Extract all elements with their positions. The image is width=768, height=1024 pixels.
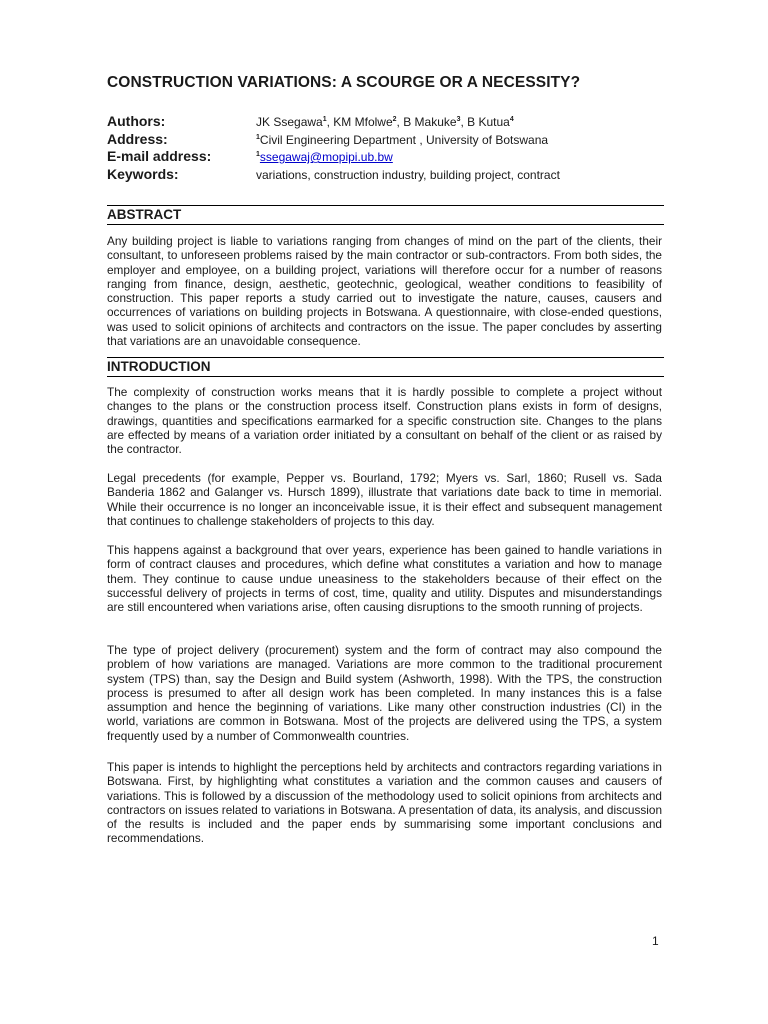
authors-label: Authors:	[107, 113, 166, 129]
paper-metadata	[107, 113, 667, 183]
intro-paragraph: This paper is intends to highlight the perceptions held by architects and contractors regarding variations in Botswana. First, by highlighting what constitutes a variation and the common causes and causers of variations. This is followed by a discussion of the methodology used to solicit opinions from architects and contractors on issues related to variations in Botswana. A presentation of data, its analysis, and discussion of the results is included and the paper ends by summarising some important conclusions and recommendations.	[107, 760, 662, 846]
keywords-row	[107, 166, 667, 184]
page-number: 1	[652, 934, 659, 948]
author-separator: ,	[326, 115, 334, 129]
address-value	[256, 133, 548, 147]
author-name: B Makuke	[403, 115, 457, 129]
author-affiliation: 2	[392, 116, 397, 123]
author-separator: ,	[396, 115, 404, 129]
keywords-value: variations, construction industry, building project, contract	[256, 167, 560, 182]
intro-paragraph: The complexity of construction works means that it is hardly possible to complete a project without changes to the plans or the construction process itself. Construction plans exists in form of designs, drawings, quantities and specifications earmarked for a specific construction site. Changes to the plans are effected by means of a variation order initiated by a consultant on behalf of the client or as raised by the contractor.	[107, 385, 662, 457]
keywords-label: Keywords:	[107, 165, 179, 182]
abstract-heading: ABSTRACT	[107, 205, 664, 225]
intro-paragraph: Legal precedents (for example, Pepper vs. Bourland, 1792; Myers vs. Sarl, 1860; Rusell vs. Sada Banderia 1862 and Galanger vs. Hursch 1899), illustrate that variations date back to time in memorial. While their occurrence is no longer an inconceivable issue, it is their effect and subsequent management that continues to challenge stakeholders of projects to this day.	[107, 471, 662, 528]
author-name: B Kutua	[467, 115, 510, 129]
email-affiliation: 1	[256, 151, 260, 158]
email-link[interactable]: ssegawaj@mopipi.ub.bw	[259, 150, 393, 164]
author-separator: ,	[460, 115, 468, 129]
intro-paragraph: The type of project delivery (procurement) system and the form of contract may also compound the problem of how variations are managed. Variations are more common to the traditional procurement system (TPS) than, say the Design and Build system (Ashworth, 1998). With the TPS, the construction process is presumed to after all design work has been completed. In many instances this is a false assumption and hence the beginning of variations. Like many other construction industries (CI) in the world, variations are common in Botswana. Most of the projects are delivered using the TPS, a system frequently used by a number of Commonwealth countries.	[107, 643, 662, 743]
email-value	[256, 150, 393, 164]
address-row	[107, 131, 667, 149]
author-name: KM Mfolwe	[333, 115, 393, 129]
intro-paragraph: This happens against a background that over years, experience has been gained to handle variations in form of contract clauses and procedures, which define what constitutes a variation and how to manage them. They continue to cause undue uneasiness to the stakeholders because of their effect on the successful delivery of projects in terms of cost, time, quality and utility. Disputes and misunderstandings are still encountered when variations arise, often causing disruptions to the smooth running of projects.	[107, 543, 662, 615]
author-affiliation: 4	[509, 116, 514, 123]
author-affiliation: 3	[456, 116, 461, 123]
address-label: Address:	[107, 130, 168, 147]
authors-row	[107, 113, 667, 131]
author-affiliation: 1	[322, 116, 327, 123]
abstract-text: Any building project is liable to variations ranging from changes of mind on the part of the clients, their consultant, to unforeseen problems raised by the main contractor or sub-contractors. From both sides, the employer and employee, on a building project, variations will therefore occur for a number of reasons ranging from finance, design, aesthetic, geotechnic, geological, weather conditions to feasibility of construction. This paper reports a study carried out to investigate the nature, causes, causers and occurrences of variations on building projects in Botswana. A questionnaire, with close-ended questions, was used to solicit opinions of architects and contractors on the issue. The paper concludes by asserting that variations are an unavoidable consequence.	[107, 234, 662, 349]
address-affiliation: 1	[256, 133, 260, 141]
address-text: Civil Engineering Department , University of Botswana	[259, 132, 549, 147]
authors-list	[256, 115, 514, 129]
author-name: JK Ssegawa	[256, 115, 323, 129]
introduction-heading: INTRODUCTION	[107, 357, 664, 377]
paper-title: CONSTRUCTION VARIATIONS: A SCOURGE OR A NECESSITY?	[107, 74, 581, 91]
email-label: E-mail address:	[107, 148, 212, 164]
email-row	[107, 148, 667, 166]
